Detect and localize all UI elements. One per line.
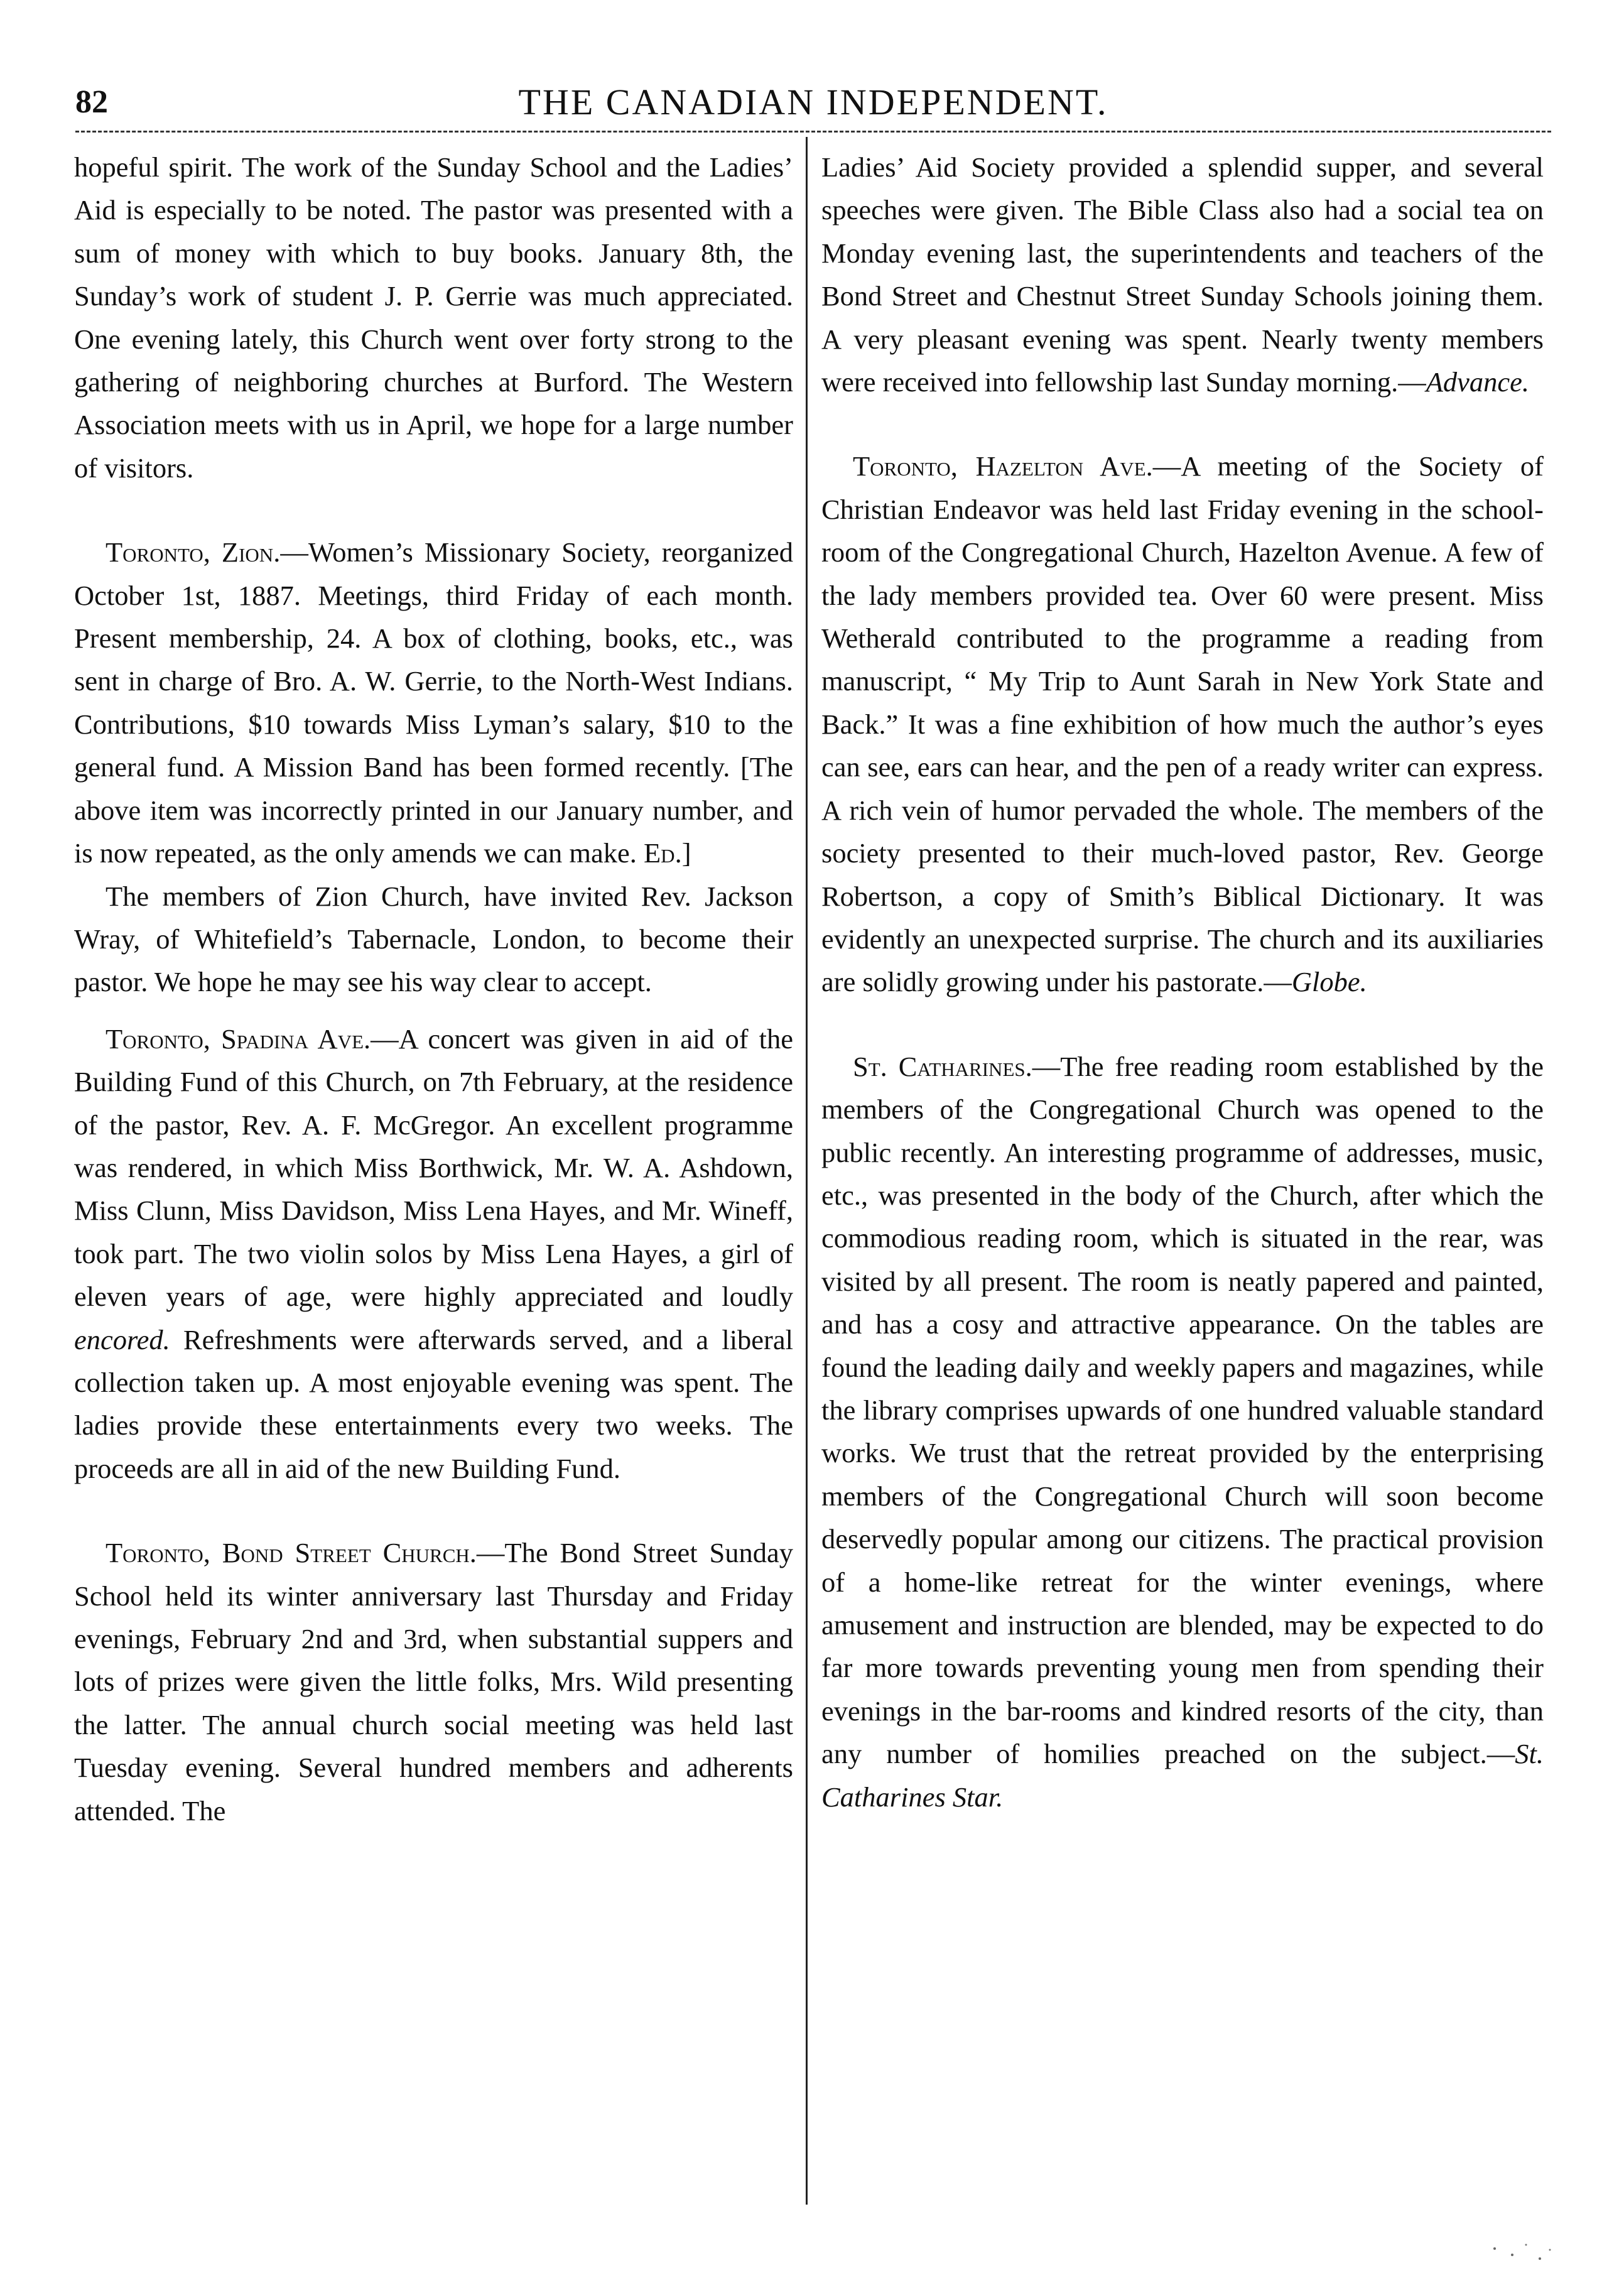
article-toronto-bond-street <box>74 1531 793 1832</box>
paragraph-text: —A concert was given in aid of the Building Fund of this Church, on 7th February, at the residence of the pastor, Rev. A. F. McGregor. An excellent programme was rendered, in which Miss Borthwick, Mr. W. A. Ashdown, Miss Clunn, Miss Davidson, Miss Lena Hayes, and Mr. Wineff, took part. The two violin solos by Miss Lena Hayes, a girl of eleven years of age, were highly appreciated and loudly <box>74 1023 793 1313</box>
column-divider <box>806 137 808 2205</box>
source-credit: Globe. <box>1291 966 1367 998</box>
paragraph-text: —Women’s Missionary Society, reorganized October 1st, 1887. Meetings, third Friday of each month. Present membership, 24. A box of clothing, books, etc., was sent in charge of Bro. A. W. Gerrie, to the North-West Indians. Contributions, $10 towards Miss Lyman’s salary, $10 to the general fund. A Mission Band has been formed recently. [The above item was incorrectly printed in our January number, and is now repeated, as the only amends we can make. <box>74 536 793 869</box>
article-heading: St. Catharines. <box>853 1050 1032 1082</box>
article-heading: Toronto, Spadina Ave. <box>106 1023 371 1055</box>
article-toronto-spadina <box>74 1018 793 1490</box>
left-column <box>74 146 793 1832</box>
article-heading: Toronto, Hazelton Ave. <box>853 450 1153 482</box>
source-credit: Advance. <box>1426 366 1530 398</box>
article-toronto-zion-followup <box>74 875 793 1004</box>
paragraph-text: Ladies’ Aid Society provided a splendid supper, and several speeches were given. The Bible Class also had a social tea on Monday evening last, the superintendents and teachers of the Bond Street and Chestnut Street Sunday Schools joining them. A very pleasant evening was spent. Nearly twenty members were received into fellowship last Sunday morning.— <box>821 151 1544 398</box>
source-credit: St. Catharines Star. <box>821 1738 1544 1813</box>
print-specks <box>1482 2236 1557 2267</box>
right-column <box>821 146 1544 1818</box>
paragraph-text: —A meeting of the Society of Christian Endeavor was held last Friday evening in the school-room of the Congregational Church, Hazelton Avenue. A few of the lady members provided tea. Over 60 were present. Miss Wetherald contributed to the programme a reading from manuscript, “ My Trip to Aunt Sarah in New York State and Back.” It was a fine exhibition of how much the author’s eyes can see, ears can hear, and the pen of a ready writer can express. A rich vein of humor pervaded the whole. The members of the society presented to their much-loved pastor, Rev. George Robertson, a copy of Smith’s Biblical Dictionary. It was evidently an unexpected surprise. The church and its auxiliaries are solidly growing under his pastorate.— <box>821 450 1544 998</box>
article-st-catharines <box>821 1045 1544 1818</box>
article-toronto-hazelton <box>821 445 1544 1003</box>
bracket-close: ] <box>681 837 691 869</box>
article-heading: Toronto, Bond Street Church. <box>106 1537 477 1569</box>
article-toronto-zion <box>74 531 793 874</box>
article-continuation <box>821 146 1544 403</box>
paragraph-text: —The Bond Street Sunday School held its winter anniversary last Thursday and Friday evenings, February 2nd and 3rd, when substantial suppers and lots of prizes were given the little folks, Mrs. Wild presenting the latter. The annual church social meeting was held last Tuesday evening. Several hundred members and adherents attended. The <box>74 1537 793 1826</box>
page-header <box>75 80 1551 124</box>
italic-word: encored. <box>74 1323 170 1355</box>
paragraph-text: —The free reading room established by the members of the Congregational Church was opened to the public recently. An interesting programme of addresses, music, etc., was presented in the body of the Church, after which the commodious reading room, which is situated in the rear, was visited by all present. The room is neatly papered and painted, and has a cosy and attractive appearance. On the tables are found the leading daily and weekly papers and magazines, while the library comprises upwards of one hundred valuable standard works. We trust that the retreat provided by the enterprising members of the Congregational Church will soon become deservedly popular among our citizens. The practical provision of a home-like retreat for the winter evenings, where amusement and instruction are blended, may be expected to do far more towards preventing young men from spending their evenings in the bar-rooms and kindred resorts of the city, than any number of homilies preached on the subject.— <box>821 1050 1544 1770</box>
paragraph-text: Refreshments were afterwards served, and a liberal collection taken up. A most enjoyable evening was spent. The ladies provide these entertainments every two weeks. The proceeds are all in aid of the new Building Fund. <box>74 1323 793 1484</box>
article-continuation <box>74 146 793 489</box>
paragraph-text: hopeful spirit. The work of the Sunday School and the Ladies’ Aid is especially to be noted. The pastor was presented with a sum of money with which to buy books. January 8th, the Sunday’s work of student J. P. Gerrie was much appreciated. One evening lately, this Church went over forty strong to the gathering of neighboring churches at Burford. The Western Association meets with us in April, we hope for a large number of visitors. <box>74 151 793 484</box>
journal-title: THE CANADIAN INDEPENDENT. <box>518 82 1108 122</box>
header-rule <box>75 131 1551 133</box>
paragraph-text: The members of Zion Church, have invited Rev. Jackson Wray, of Whitefield’s Tabernacle, London, to become their pastor. We hope he may see his way clear to accept. <box>74 880 793 998</box>
article-heading: Toronto, Zion. <box>106 536 281 568</box>
editor-mark: Ed. <box>644 837 682 869</box>
page-number: 82 <box>75 84 108 120</box>
